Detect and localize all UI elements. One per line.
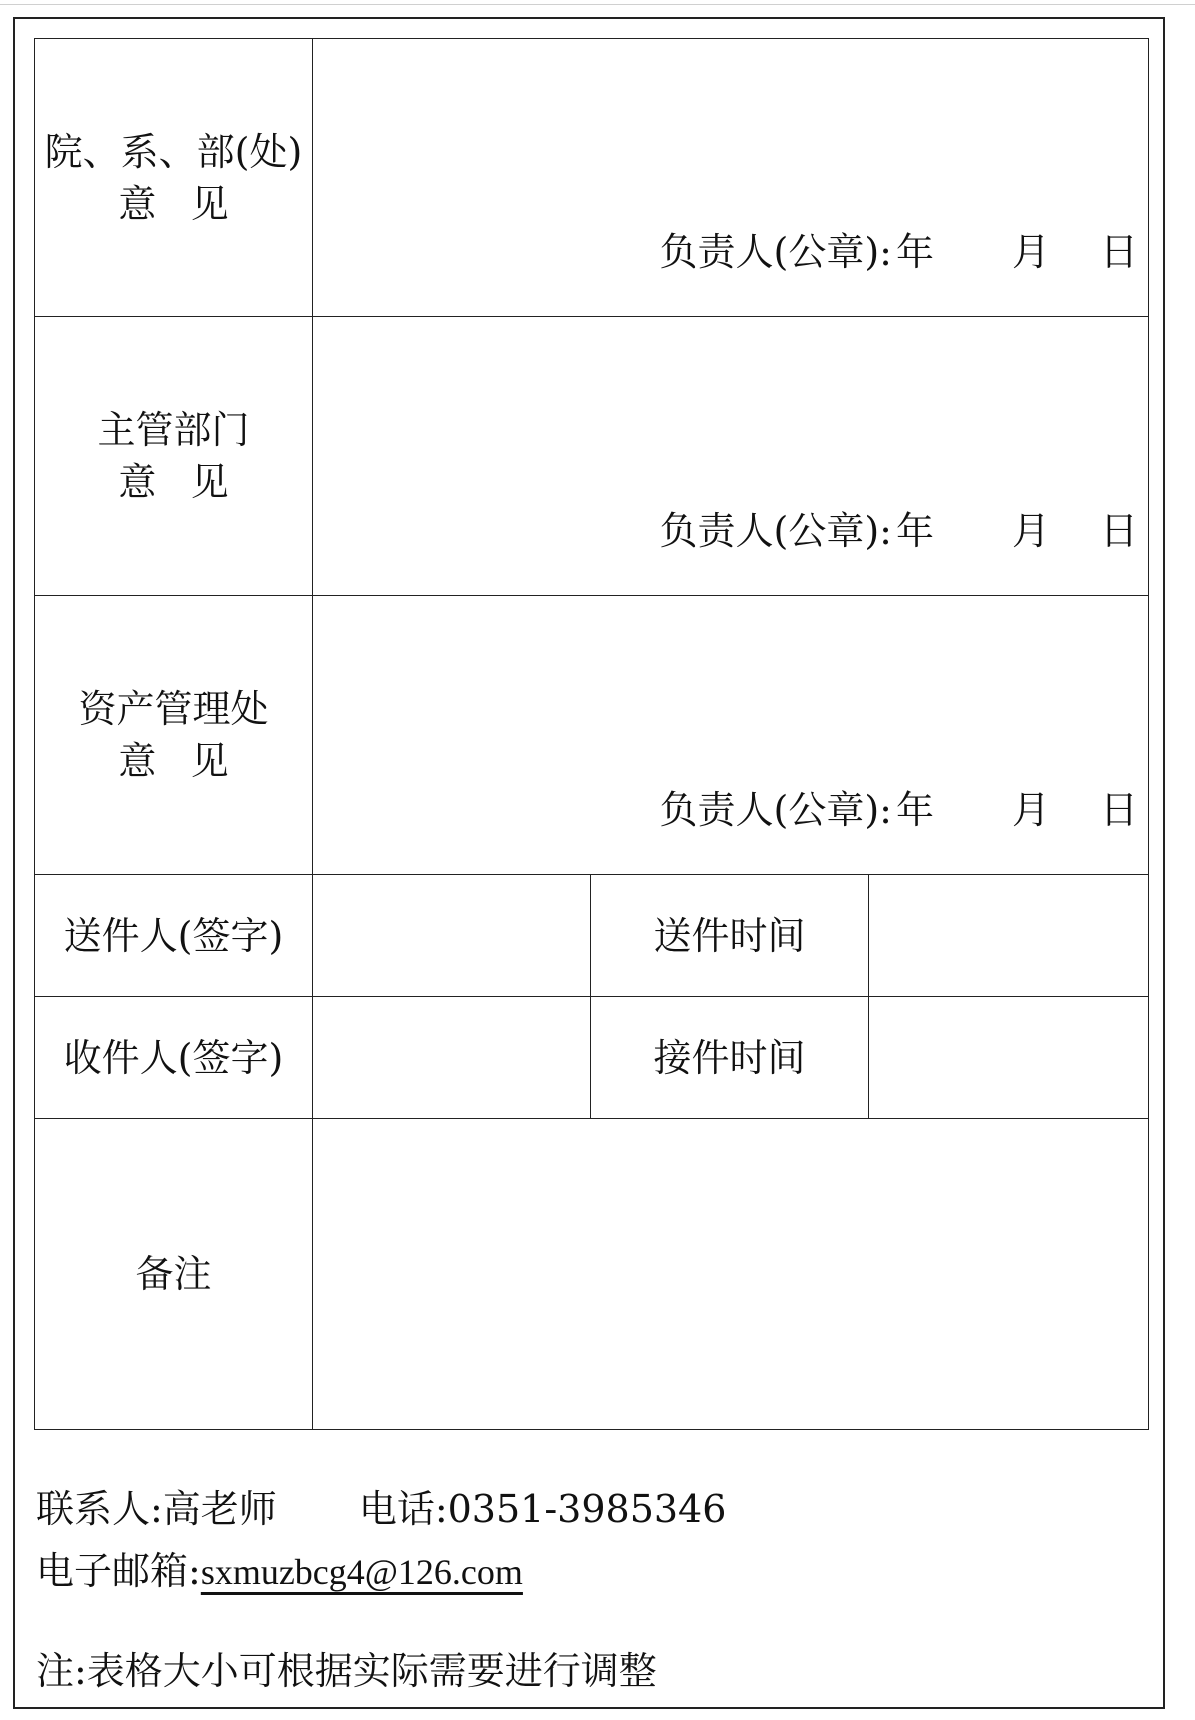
asset-opinion-label [35, 596, 313, 875]
receiver-row [35, 997, 1149, 1119]
signature-year: 年 [895, 509, 934, 553]
form-table [34, 38, 1149, 1430]
contact-person: 联系人:高老师 [36, 1487, 277, 1531]
asset-opinion-row [35, 596, 1149, 875]
dept-opinion-row [35, 39, 1149, 317]
sender-signature-field[interactable] [313, 875, 591, 997]
signature-day: 日 [1100, 788, 1139, 832]
dept-opinion-label [35, 39, 313, 317]
supervisor-opinion-label [35, 317, 313, 596]
signature-month: 月 [1011, 230, 1050, 274]
asset-label-line1: 资产管理处 [78, 687, 269, 731]
remarks-label: 备注 [35, 1119, 313, 1430]
signature-day: 日 [1100, 509, 1139, 553]
dept-signature-line [660, 221, 1139, 276]
table-note: 注:表格大小可根据实际需要进行调整 [36, 1649, 657, 1693]
signature-year: 年 [895, 230, 934, 274]
signature-day: 日 [1100, 230, 1139, 274]
asset-opinion-field[interactable] [313, 596, 1149, 875]
receive-time-label: 接件时间 [591, 997, 869, 1119]
dept-label-line1: 院、系、部(处) [44, 129, 303, 174]
remarks-field[interactable] [313, 1119, 1149, 1430]
dept-label-line2: 意见 [118, 181, 263, 226]
signature-year: 年 [895, 788, 934, 832]
sender-row [35, 875, 1149, 997]
send-time-field[interactable] [869, 875, 1149, 997]
send-time-label: 送件时间 [591, 875, 869, 997]
asset-signature-line [660, 779, 1139, 834]
signature-month: 月 [1011, 509, 1050, 553]
contact-line [36, 1478, 726, 1533]
supervisor-opinion-field[interactable] [313, 317, 1149, 596]
supervisor-label-line1: 主管部门 [97, 408, 250, 452]
remarks-row [35, 1119, 1149, 1430]
sender-label: 送件人(签字) [35, 875, 313, 997]
contact-phone: 电话:0351-3985346 [358, 1487, 727, 1531]
signature-prefix: 负责人(公章): [659, 230, 892, 274]
asset-label-line2: 意见 [118, 739, 263, 783]
email-link[interactable]: sxmuzbcg4@126.com [200, 1552, 523, 1592]
email-line [36, 1540, 523, 1595]
receive-time-field[interactable] [869, 997, 1149, 1119]
email-label: 电子邮箱: [36, 1549, 201, 1593]
signature-month: 月 [1011, 788, 1050, 832]
top-rule [0, 4, 1195, 5]
supervisor-opinion-row [35, 317, 1149, 596]
receiver-signature-field[interactable] [313, 997, 591, 1119]
dept-opinion-field[interactable] [313, 39, 1149, 317]
supervisor-signature-line [660, 500, 1139, 555]
signature-prefix: 负责人(公章): [659, 509, 892, 553]
signature-prefix: 负责人(公章): [659, 788, 892, 832]
supervisor-label-line2: 意见 [118, 460, 263, 504]
receiver-label: 收件人(签字) [35, 997, 313, 1119]
